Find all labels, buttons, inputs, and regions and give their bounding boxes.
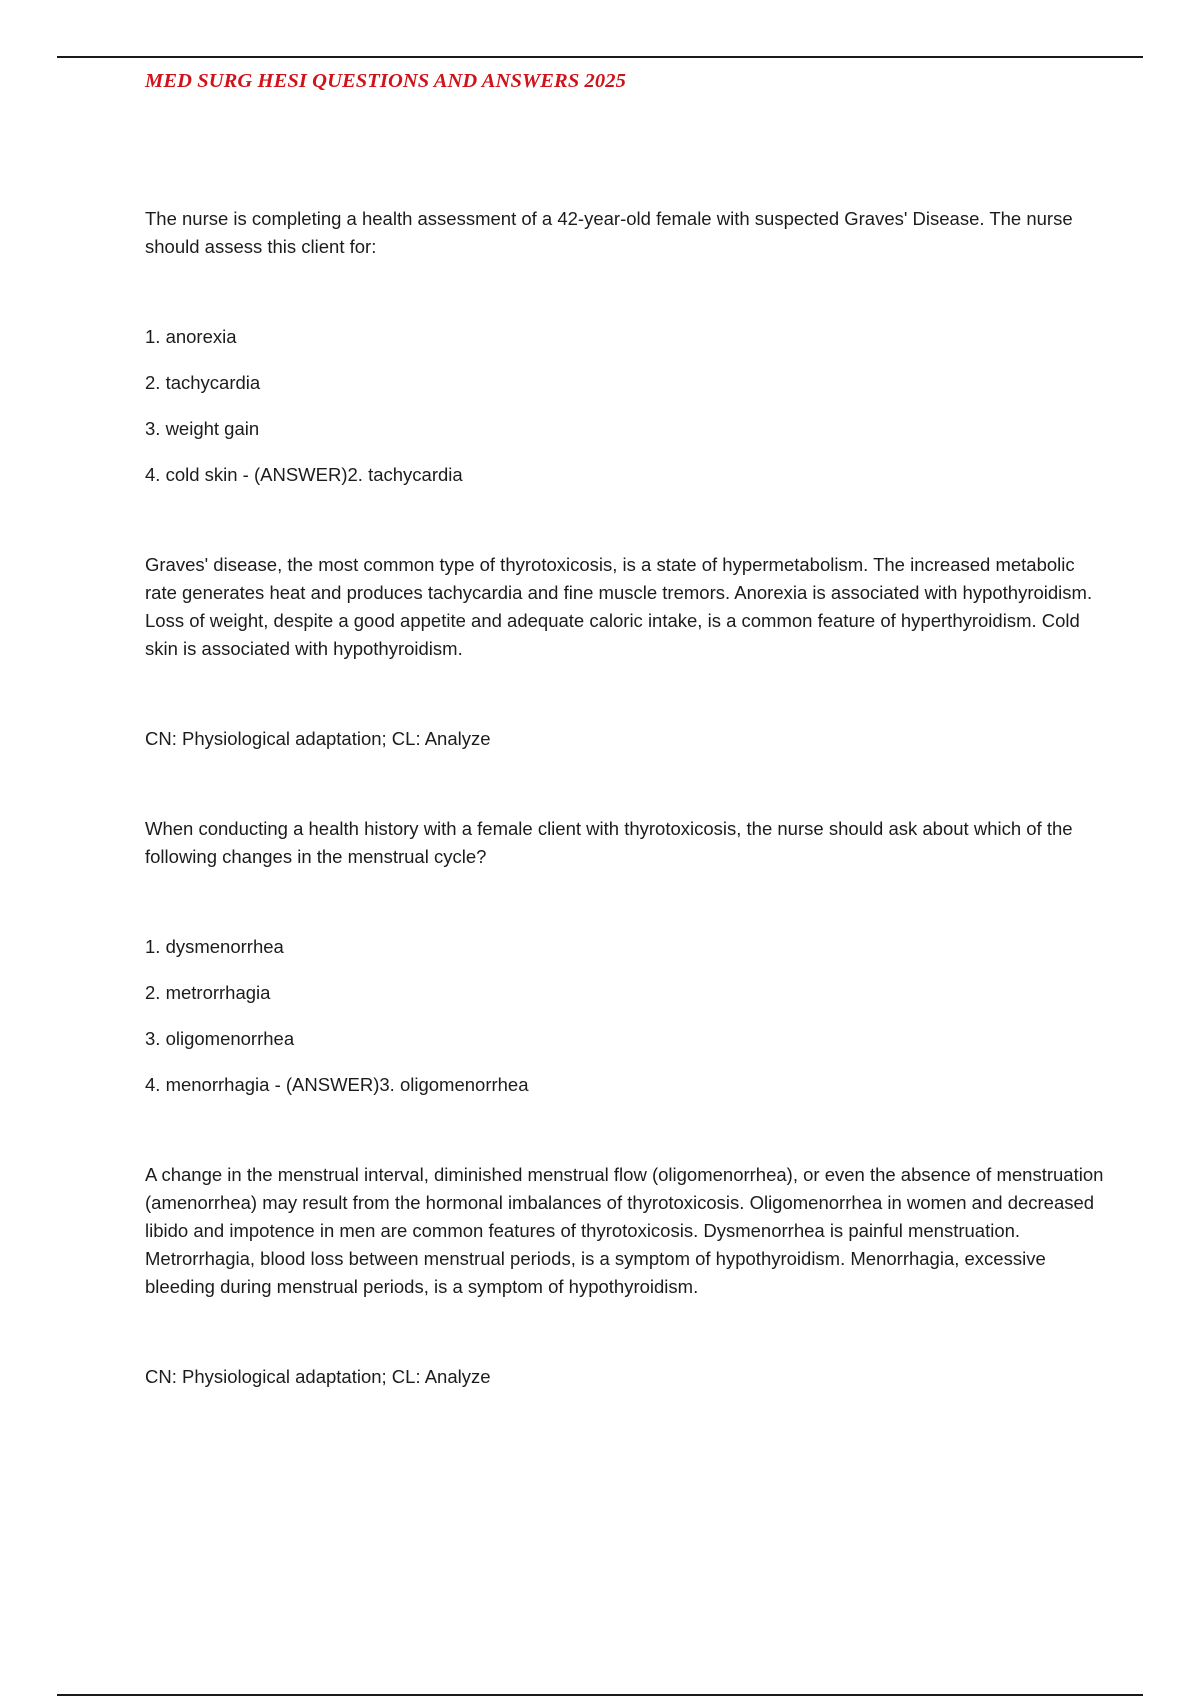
rationale-text: Graves' disease, the most common type of thyrotoxicosis, is a state of hypermetabolism. The increased metabolic rate generates heat and produces tachycardia and fine muscle tremors. Anorexia is associated with hypothyroidism. Loss of weight, despite a good appetite and adequate caloric intake, is a common feature of hyperthyroidism. Cold skin is associated with hypothyroidism. bbox=[145, 554, 1093, 659]
question-block bbox=[145, 205, 1105, 753]
question-stem: When conducting a health history with a female client with thyrotoxicosis, the nurse should ask about which of the following changes in the menstrual cycle? bbox=[145, 818, 1073, 867]
answer-option: 3. weight gain bbox=[145, 418, 260, 439]
answer-option: 2. metrorrhagia bbox=[145, 982, 271, 1003]
rationale-text: A change in the menstrual interval, diminished menstrual flow (oligomenorrhea), or even the absence of menstruation (amenorrhea) may result from the hormonal imbalances of thyrotoxicosis. Oligomenorrhea in women and decreased libido and impotence in men are common features of thyrotoxicosis. Dysmenorrhea is painful menstruation. Metrorrhagia, blood loss between menstrual periods, is a symptom of hypothyroidism. Menorrhagia, excessive bleeding during menstrual periods, is a symptom of hypothyroidism. bbox=[145, 1164, 1104, 1297]
question-block bbox=[145, 815, 1105, 1391]
document-title: MED SURG HESI QUESTIONS AND ANSWERS 2025 bbox=[145, 70, 626, 92]
answer-option: 4. cold skin - (ANSWER)2. tachycardia bbox=[145, 464, 463, 485]
classification-text: CN: Physiological adaptation; CL: Analyze bbox=[145, 1366, 491, 1387]
answer-options bbox=[145, 323, 1105, 489]
answer-options bbox=[145, 933, 1105, 1099]
header-rule bbox=[57, 56, 1143, 58]
answer-option: 4. menorrhagia - (ANSWER)3. oligomenorrhea bbox=[145, 1074, 529, 1095]
answer-option: 2. tachycardia bbox=[145, 372, 261, 393]
question-stem: The nurse is completing a health assessment of a 42-year-old female with suspected Graves' Disease. The nurse should assess this client for: bbox=[145, 208, 1073, 257]
answer-option: 1. anorexia bbox=[145, 326, 237, 347]
footer-rule bbox=[57, 1694, 1143, 1696]
classification-text: CN: Physiological adaptation; CL: Analyze bbox=[145, 728, 491, 749]
answer-option: 1. dysmenorrhea bbox=[145, 936, 284, 957]
document-body bbox=[145, 205, 1105, 1391]
answer-option: 3. oligomenorrhea bbox=[145, 1028, 295, 1049]
